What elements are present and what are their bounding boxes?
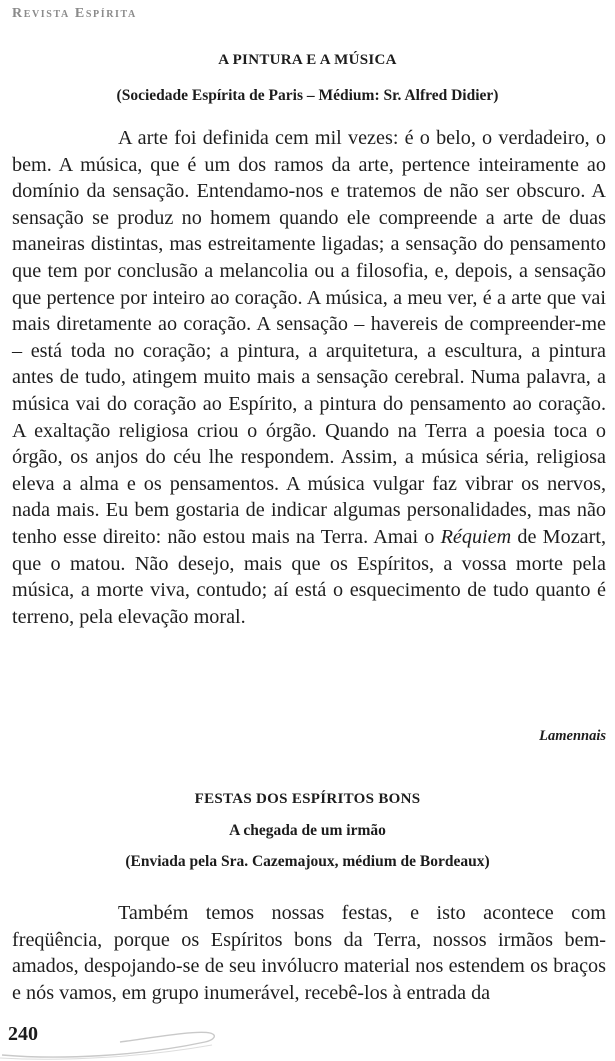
section-title: A PINTURA E A MÚSICA — [218, 52, 397, 68]
section-subtitle: A chegada de um irmão — [229, 822, 386, 839]
section-title: FESTAS DOS ESPÍRITOS BONS — [194, 791, 421, 807]
paragraph-text-continued: de Mozart, que o matou. Não desejo, mais que os Espíritos, a vossa morte pela música, a morte viva, contudo; aí está o esquecimento de tudo quanto é terreno, pela elevação moral. — [12, 525, 607, 628]
section-subtitle: (Sociedade Espírita de Paris – Médium: Sr. Alfred Didier) — [116, 87, 499, 104]
paragraph-text: Também temos nossas festas, e isto acontece com freqüência, porque os Espíritos bons da Terra, nossos irmãos bem-amados, despojando-se de seu invólucro material nos estendem os braços e nós vamos, em grupo inumerável, recebê-los à entrada da — [12, 902, 606, 1004]
author-signature: Lamennais — [539, 728, 606, 744]
body-paragraph — [12, 125, 606, 630]
paragraph-text: A arte foi definida cem mil vezes: é o belo, o verdadeiro, o bem. A música, que é um dos ramos da arte, pertence inteiramente ao domínio da sensação. Entendamo-nos e tratemos de não ser obscuro. A sensação se produz no homem quando ele compreende a arte de duas maneiras distintas, mas estreitamente ligadas; a sensação do pensamento que tem por conclusão a melancolia ou a filosofia, e, depois, a sensação que pertence por inteiro ao coração. A música, a meu ver, é a arte que vai mais diretamente ao coração. A sensação – havereis de compreender-me – está toda no coração; a pintura, a arquitetura, a escultura, a pintura antes de tudo, atingem muito mais a sensação cerebral. Numa palavra, a música vai do coração ao Espírito, a pintura do pensamento ao coração. A exaltação religiosa criou o órgão. Quando na Terra a poesia toca o órgão, os anjos do céu lhe respondem. Assim, a música séria, religiosa eleva a alma e os pensamentos. A música vulgar faz vibrar os nervos, nada mais. Eu bem gostaria de indicar algumas personalidades, mas não tenho esse direito: não estou mais na Terra. Amai o — [12, 127, 606, 548]
running-header: Revista Espírita — [12, 6, 137, 21]
italic-word: Réquiem — [440, 525, 512, 548]
section-source: (Enviada pela Sra. Cazemajoux, médium de Bordeaux) — [125, 853, 490, 870]
body-paragraph — [12, 900, 606, 1006]
page-number: 240 — [8, 1023, 38, 1045]
